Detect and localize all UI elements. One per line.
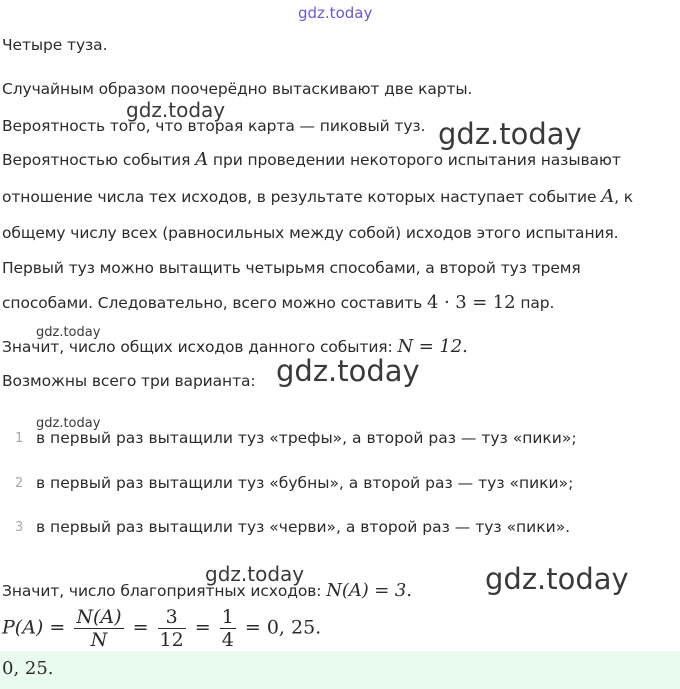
text-line: Четыре туза. <box>2 36 108 54</box>
denominator: 12 <box>159 629 184 651</box>
math-expression: 4 · 3 = 12 <box>427 292 516 313</box>
list-number: 2 <box>15 476 24 491</box>
text-part: Вероятностью события <box>2 151 196 169</box>
fraction <box>158 606 186 651</box>
numerator: N(A) <box>76 606 122 628</box>
math-expression: N(A) = 3. <box>326 580 412 601</box>
watermark: gdz.today <box>485 562 629 596</box>
answer-value: 0, 25. <box>2 658 54 679</box>
equals-sign: = <box>194 616 211 639</box>
text-line <box>2 580 412 601</box>
probability-formula <box>2 606 321 651</box>
math-expression: N = 12. <box>397 336 468 357</box>
watermark: gdz.today <box>438 117 582 151</box>
text-line: Вероятность того, что вторая карта — пиковый туз. <box>2 117 426 135</box>
list-number: 1 <box>15 431 24 446</box>
text-part: при проведении некоторого испытания называют <box>208 151 621 169</box>
text-line <box>2 149 621 170</box>
watermark: gdz.today <box>276 354 420 388</box>
text-line: Первый туз можно вытащить четырьмя способами, а второй туз тремя <box>2 259 581 277</box>
text-part: Значит, число благоприятных исходов: <box>2 582 327 600</box>
text-line <box>2 336 468 357</box>
text-line <box>2 292 554 313</box>
watermark: gdz.today <box>298 4 373 22</box>
numerator: 1 <box>221 606 234 628</box>
list-item: в первый раз вытащили туз «бубны», а второй раз — туз «пики»; <box>36 474 574 492</box>
watermark: gdz.today <box>36 325 101 340</box>
formula-result: = 0, 25. <box>244 616 322 639</box>
text-part: пар. <box>515 294 555 312</box>
math-symbol: A <box>195 149 209 170</box>
fraction <box>74 606 123 651</box>
text-line: общему числу всех (равносильных между собой) исходов этого испытания. <box>2 224 619 242</box>
denominator: 4 <box>221 629 234 651</box>
watermark: gdz.today <box>126 98 226 122</box>
fraction <box>220 606 236 651</box>
denominator: N <box>90 629 108 651</box>
math-symbol: A <box>601 186 615 207</box>
text-part: способами. Следовательно, всего можно составить <box>2 294 427 312</box>
text-part: отношение числа тех исходов, в результате которых наступает событие <box>2 188 602 206</box>
equals-sign: = <box>132 616 149 639</box>
list-number: 3 <box>15 520 24 535</box>
answer-box <box>0 651 680 689</box>
watermark: gdz.today <box>205 562 305 586</box>
list-item: в первый раз вытащили туз «черви», а второй раз — туз «пики». <box>36 518 571 536</box>
formula-lhs: P(A) = <box>2 616 66 639</box>
text-part: Значит, число общих исходов данного события: <box>2 338 398 356</box>
text-line <box>2 186 633 207</box>
text-line: Случайным образом поочерёдно вытаскивают две карты. <box>2 80 473 98</box>
numerator: 3 <box>158 606 186 629</box>
text-part: , к <box>614 188 634 206</box>
list-item: в первый раз вытащили туз «трефы», а второй раз — туз «пики»; <box>36 429 577 447</box>
watermark: gdz.today <box>36 416 101 431</box>
text-line: Возможны всего три варианта: <box>2 372 256 390</box>
